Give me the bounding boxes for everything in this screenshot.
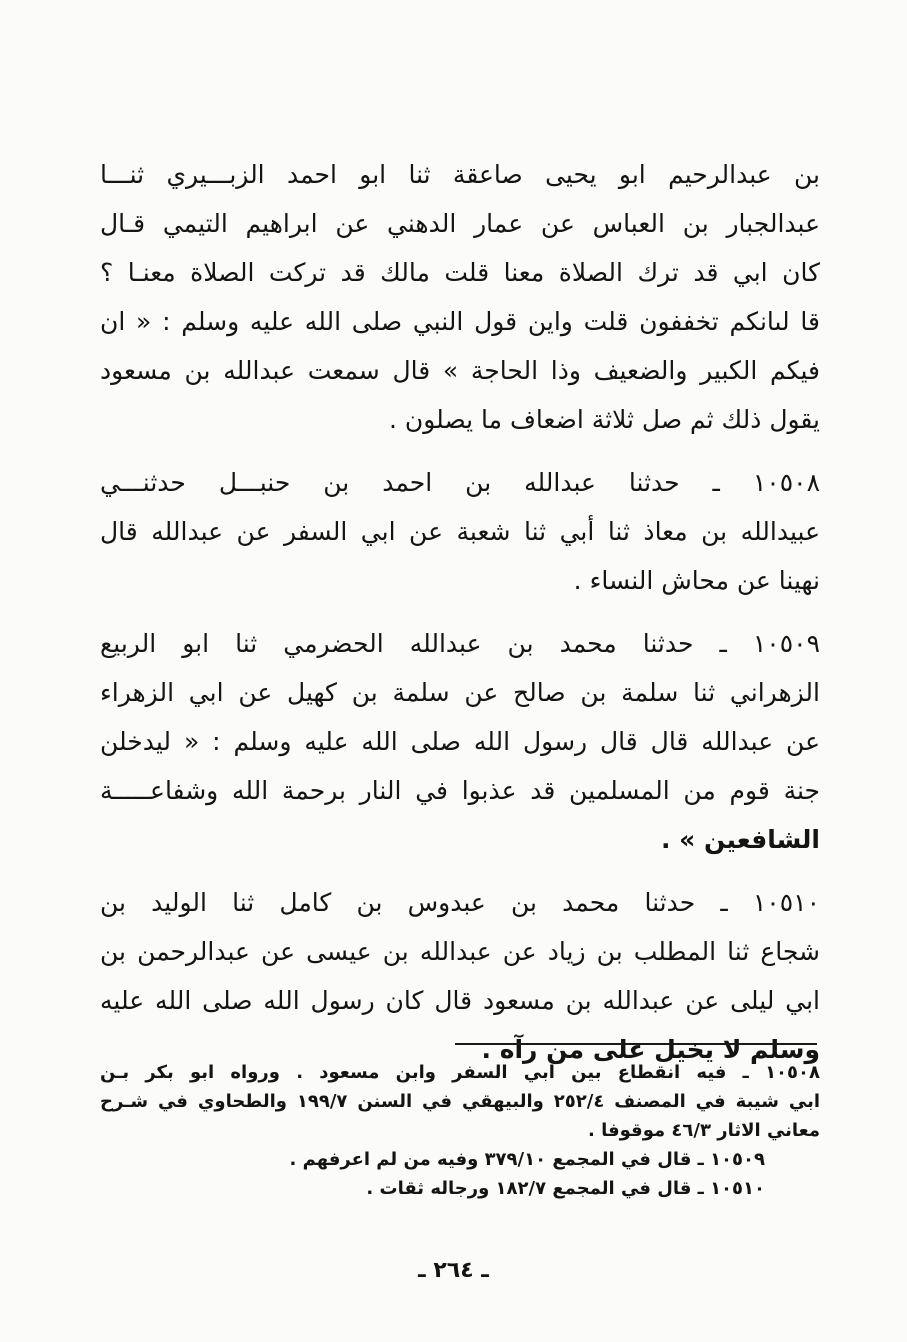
text-line: ١٠٥١٠ ـ حدثنا محمد بن عبدوس بن كامل ثنا الوليد بن — [100, 888, 820, 917]
footnote-line: ١٠٥١٠ ـ قال في المجمع ١٨٢/٧ ورجاله ثقات . — [366, 1178, 765, 1199]
footnote-line: ابي شيبة في المصنف ٢٥٢/٤ والبيهقي في السنن ١٩٩/٧ والطحاوي في شـرح — [100, 1091, 820, 1112]
hadith-10508 — [100, 458, 820, 605]
text-line: الزهراني ثنا سلمة بن صالح عن سلمة بن كهيل عن ابي الزهراء — [100, 678, 820, 707]
footnotes — [100, 1058, 820, 1203]
text-line: الشافعين » . — [660, 825, 820, 854]
text-line: عبيدالله بن معاذ ثنا أبي ثنا شعبة عن ابي السفر عن عبدالله قال — [100, 517, 820, 546]
footnote-10509 — [100, 1145, 820, 1174]
footnote-10510 — [100, 1174, 820, 1203]
paragraph-intro — [100, 150, 820, 444]
page-number: ـ ٢٦٤ ـ — [418, 1258, 489, 1283]
text-line: شجاع ثنا المطلب بن زياد عن عبدالله بن عيسى عن عبدالرحمن بن — [100, 937, 820, 966]
text-line: ١٠٥٠٩ ـ حدثنا محمد بن عبدالله الحضرمي ثنا ابو الربيع — [100, 629, 820, 658]
text-line: ١٠٥٠٨ ـ حدثنا عبدالله بن احمد بن حنبـــل حدثنـــي — [100, 468, 820, 497]
text-line: وسلم لا يخيل على من رآه . — [481, 1035, 820, 1064]
footnote-line: ١٠٥٠٩ ـ قال في المجمع ٣٧٩/١٠ وفيه من لم اعرفهم . — [289, 1149, 765, 1170]
footnote-line: ١٠٥٠٨ ـ فيه انقطاع بين ابي السفر وابن مسعود . ورواه ابو بكر بـن — [100, 1062, 820, 1083]
text-line: يقول ذلك ثم صل ثلاثة اضعاف ما يصلون . — [389, 405, 820, 434]
footnote-10508 — [100, 1058, 820, 1145]
hadith-10509 — [100, 619, 820, 864]
text-line: قا لىانكم تخففون قلت واين قول النبي صلى الله عليه وسلم : « ان — [100, 307, 820, 336]
text-line: كان ابي قد ترك الصلاة معنا قلت مالك قد تركت الصلاة معنـا ؟ — [100, 258, 820, 287]
text-line: عن عبدالله قال قال رسول الله صلى الله عليه وسلم : « ليدخلن — [100, 727, 820, 756]
text-line: عبدالجبار بن العباس عن عمار الدهني عن ابراهيم التيمي قـال — [100, 209, 820, 238]
text-line: جنة قوم من المسلمين قد عذبوا في النار برحمة الله وشفاعـــــة — [100, 776, 820, 805]
text-line: فيكم الكبير والضعيف وذا الحاجة » قال سمعت عبدالله بن مسعود — [100, 356, 820, 385]
footnote-line: معاني الاثار ٤٦/٣ موقوفا . — [588, 1120, 820, 1141]
main-text — [100, 150, 820, 1088]
text-line: نهينا عن محاش النساء . — [573, 566, 820, 595]
text-line: بن عبدالرحيم ابو يحيى صاعقة ثنا ابو احمد الزبـــيري ثنـــا — [100, 160, 820, 189]
footnote-divider — [455, 1043, 817, 1045]
text-line: ابي ليلى عن عبدالله بن مسعود قال كان رسول الله صلى الله عليه — [100, 986, 820, 1015]
